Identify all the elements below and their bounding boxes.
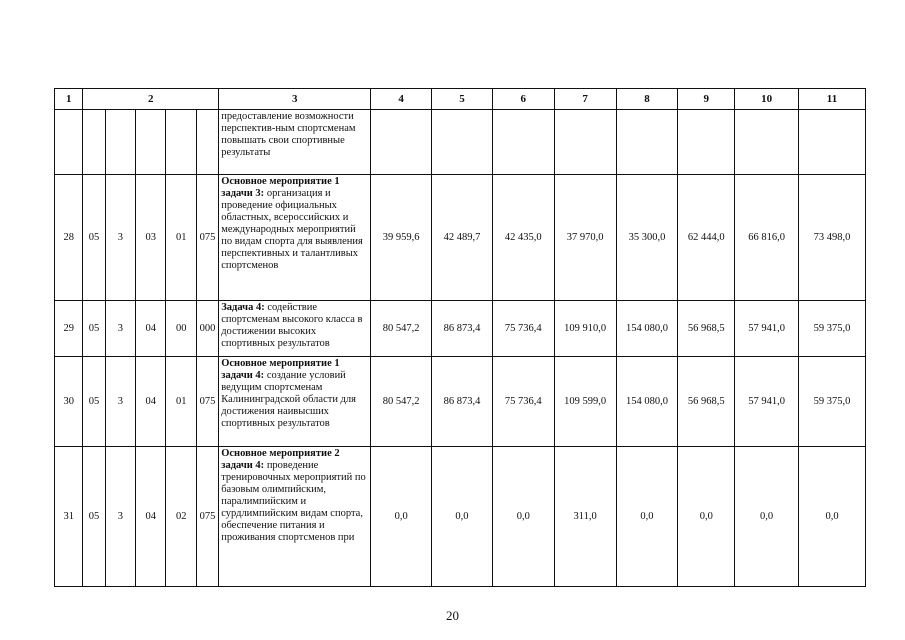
value-col-7: 109 910,0 xyxy=(554,301,616,357)
value-col-6: 42 435,0 xyxy=(492,175,554,301)
code-1: 05 xyxy=(83,357,105,447)
table-row-30 xyxy=(55,357,866,447)
code-5: 075 xyxy=(196,447,218,587)
value-col-10: 57 941,0 xyxy=(735,357,799,447)
value-col-8: 154 080,0 xyxy=(616,357,678,447)
value-col-9: 56 968,5 xyxy=(678,357,735,447)
code-4: 00 xyxy=(166,301,196,357)
code-4 xyxy=(166,110,196,175)
table-row-31 xyxy=(55,447,866,587)
header-col-6: 6 xyxy=(492,89,554,110)
header-col-10: 10 xyxy=(735,89,799,110)
code-1 xyxy=(83,110,105,175)
description xyxy=(219,301,371,357)
description xyxy=(219,447,371,587)
value-col-4: 80 547,2 xyxy=(371,301,432,357)
value-col-4 xyxy=(371,110,432,175)
value-col-8: 0,0 xyxy=(616,447,678,587)
value-col-6: 75 736,4 xyxy=(492,301,554,357)
value-col-7: 37 970,0 xyxy=(554,175,616,301)
value-col-11: 59 375,0 xyxy=(799,301,866,357)
budget-table xyxy=(54,88,866,587)
code-2: 3 xyxy=(105,175,135,301)
value-col-7: 311,0 xyxy=(554,447,616,587)
description-text: организация и проведение официальных областных, всероссийских и международных мероприятий по видам спорта для выявления перспективных и талантливых спортсменов xyxy=(221,188,363,271)
description-text: содействие спортсменам высокого класса в достижении высоких спортивных результатов xyxy=(221,302,363,349)
value-col-5: 42 489,7 xyxy=(432,175,493,301)
code-3: 03 xyxy=(136,175,166,301)
value-col-6: 75 736,4 xyxy=(492,357,554,447)
code-4: 01 xyxy=(166,357,196,447)
code-5: 075 xyxy=(196,357,218,447)
code-4: 01 xyxy=(166,175,196,301)
code-5 xyxy=(196,110,218,175)
code-3: 04 xyxy=(136,447,166,587)
description xyxy=(219,357,371,447)
description-title: Задача 4: xyxy=(221,302,265,313)
table-row-29 xyxy=(55,301,866,357)
row-number: 30 xyxy=(55,357,83,447)
code-5: 075 xyxy=(196,175,218,301)
value-col-10: 66 816,0 xyxy=(735,175,799,301)
value-col-5 xyxy=(432,110,493,175)
code-2 xyxy=(105,110,135,175)
value-col-9 xyxy=(678,110,735,175)
row-number xyxy=(55,110,83,175)
value-col-5: 86 873,4 xyxy=(432,301,493,357)
header-col-5: 5 xyxy=(432,89,493,110)
value-col-4: 39 959,6 xyxy=(371,175,432,301)
value-col-6: 0,0 xyxy=(492,447,554,587)
row-number: 29 xyxy=(55,301,83,357)
code-2: 3 xyxy=(105,447,135,587)
code-2: 3 xyxy=(105,301,135,357)
header-col-8: 8 xyxy=(616,89,678,110)
value-col-5: 86 873,4 xyxy=(432,357,493,447)
value-col-10: 57 941,0 xyxy=(735,301,799,357)
value-col-4: 0,0 xyxy=(371,447,432,587)
value-col-9: 56 968,5 xyxy=(678,301,735,357)
description xyxy=(219,175,371,301)
code-4: 02 xyxy=(166,447,196,587)
value-col-5: 0,0 xyxy=(432,447,493,587)
header-col-7: 7 xyxy=(554,89,616,110)
header-col-9: 9 xyxy=(678,89,735,110)
value-col-6 xyxy=(492,110,554,175)
description xyxy=(219,110,371,175)
header-col-11: 11 xyxy=(799,89,866,110)
code-3 xyxy=(136,110,166,175)
header-col-1: 1 xyxy=(55,89,83,110)
value-col-4: 80 547,2 xyxy=(371,357,432,447)
table-row-continuation xyxy=(55,110,866,175)
table-row-28 xyxy=(55,175,866,301)
value-col-11: 59 375,0 xyxy=(799,357,866,447)
code-2: 3 xyxy=(105,357,135,447)
description-title: Основное мероприятие 1 задачи 3: xyxy=(221,176,340,199)
value-col-10: 0,0 xyxy=(735,447,799,587)
row-number: 28 xyxy=(55,175,83,301)
header-row xyxy=(55,89,866,110)
code-1: 05 xyxy=(83,301,105,357)
value-col-9: 62 444,0 xyxy=(678,175,735,301)
value-col-7: 109 599,0 xyxy=(554,357,616,447)
value-col-7 xyxy=(554,110,616,175)
page-number: 20 xyxy=(446,608,459,623)
code-3: 04 xyxy=(136,301,166,357)
value-col-10 xyxy=(735,110,799,175)
value-col-9: 0,0 xyxy=(678,447,735,587)
code-5: 000 xyxy=(196,301,218,357)
description-title: Основное мероприятие 2 задачи 4: xyxy=(221,448,340,471)
description-text: проведение тренировочных мероприятий по базовым олимпийским, паралимпийским и сурдлимпийским видам спорта, обеспечение питания и проживания спортсменов при xyxy=(221,460,366,543)
value-col-8: 154 080,0 xyxy=(616,301,678,357)
value-col-8 xyxy=(616,110,678,175)
code-1: 05 xyxy=(83,447,105,587)
header-col-3: 3 xyxy=(219,89,371,110)
value-col-8: 35 300,0 xyxy=(616,175,678,301)
description-title: Основное мероприятие 1 задачи 4: xyxy=(221,358,340,381)
description-text: предоставление возможности перспектив-ным спортсменам повышать свои спортивные результаты xyxy=(221,111,356,158)
value-col-11: 73 498,0 xyxy=(799,175,866,301)
header-col-2: 2 xyxy=(83,89,219,110)
header-col-4: 4 xyxy=(371,89,432,110)
code-1: 05 xyxy=(83,175,105,301)
description-text: создание условий ведущим спортсменам Калининградской области для достижения наивысших спортивных результатов xyxy=(221,370,356,429)
code-3: 04 xyxy=(136,357,166,447)
value-col-11: 0,0 xyxy=(799,447,866,587)
value-col-11 xyxy=(799,110,866,175)
row-number: 31 xyxy=(55,447,83,587)
